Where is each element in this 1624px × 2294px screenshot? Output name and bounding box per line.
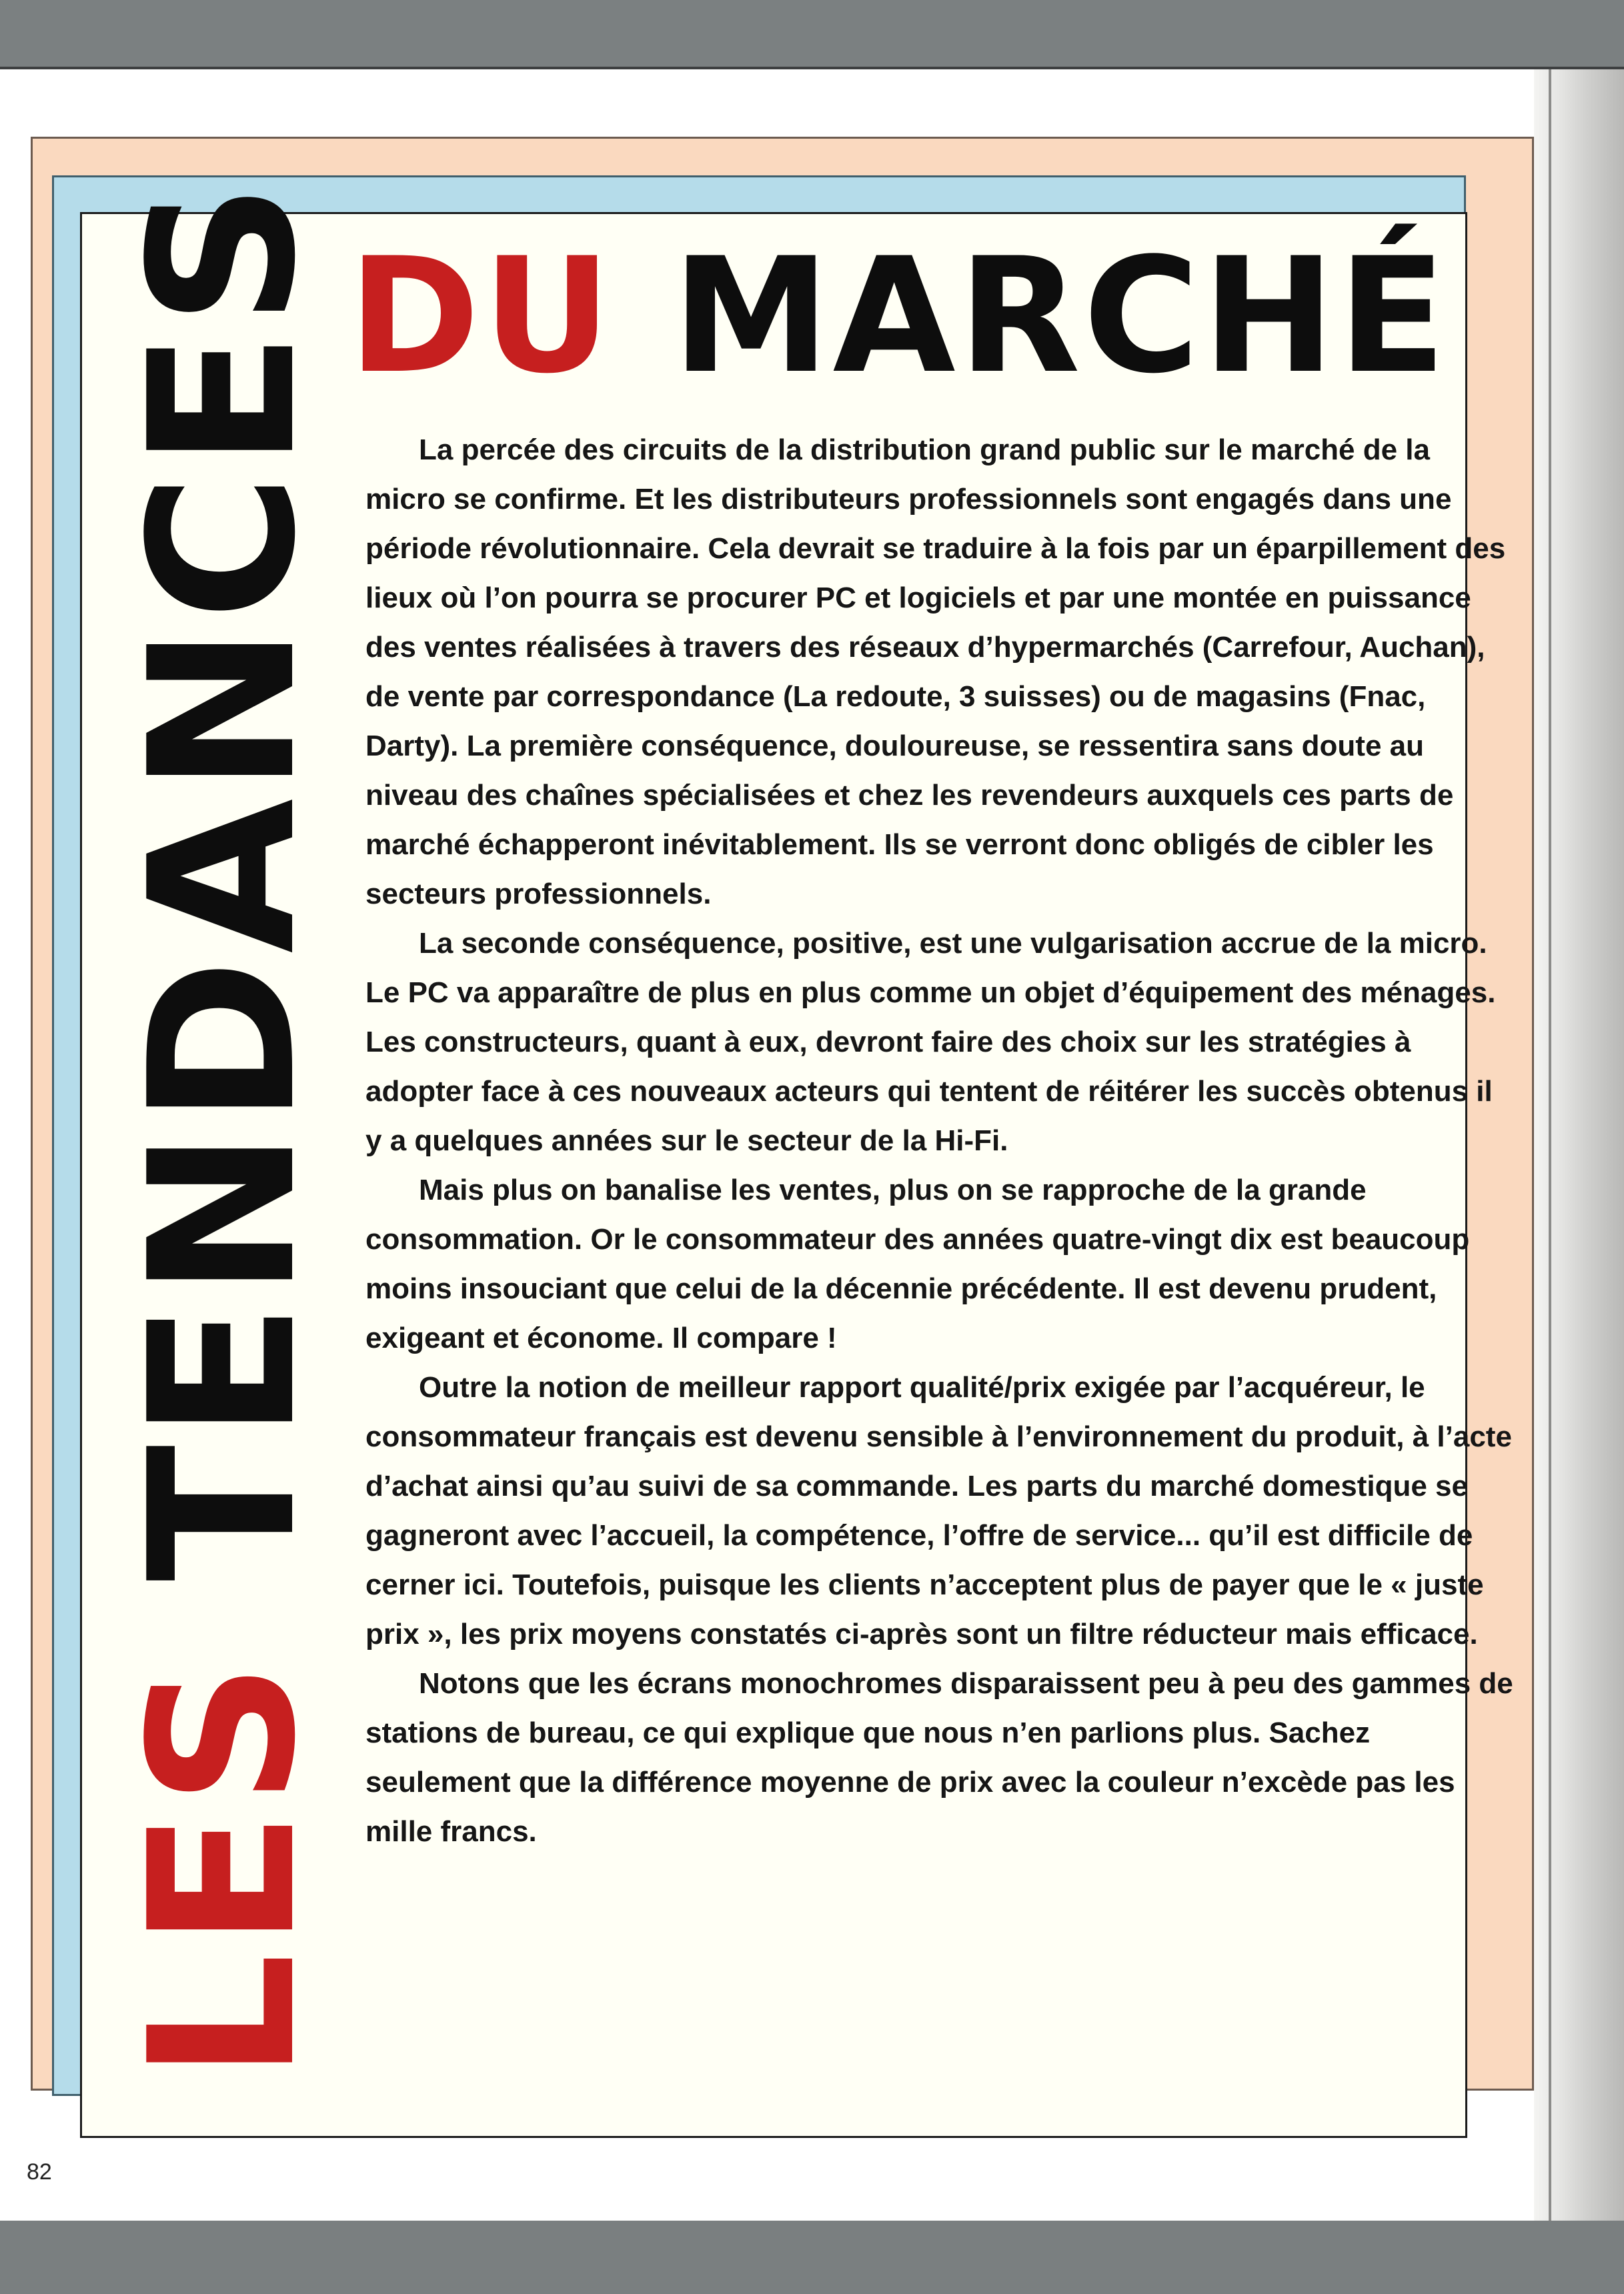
scan-bottom-border xyxy=(0,2221,1624,2294)
page-number: 82 xyxy=(27,2159,52,2185)
headline xyxy=(348,224,1509,409)
paragraph-4: Outre la notion de meilleur rapport qualité/prix exigée par l’acquéreur, le consommateur français est devenu sensible à l’environnement du produit, à l’acte d’achat ainsi qu’au suivi de sa commande. Les parts du marché domestique se gagneront avec l’accueil, la compétence, l’offre de service... qu’il est difficile de cerner ici. Toutefois, puisque les clients n’acceptent plus de payer que le « juste prix », les prix moyens constatés ci-après sont un filtre réducteur mais efficace. xyxy=(365,1371,1512,1650)
article-body xyxy=(365,425,1516,1857)
title-word-tendances: TENDANCES xyxy=(107,177,339,1582)
title-word-les: LES xyxy=(107,1656,339,2081)
paragraph-1: La percée des circuits de la distribution grand public sur le marché de la micro se confirme. Et les distributeurs professionnels sont engagés dans une période révolutionnaire. Cela devrait se traduire à la fois par un éparpillement des lieux où l’on pourra se procurer PC et logiciels et par une montée en puissance des ventes réalisées à travers des réseaux d’hypermarchés (Carrefour, Auchan), de vente par correspondance (La redoute, 3 suisses) ou de magasins (Fnac, Darty). La première conséquence, douloureuse, se ressentira sans doute au niveau des chaînes spécialisées et chez les revendeurs auxquels ces parts de marché échapperont inévitablement. Ils se verront donc obligés de cibler les secteurs professionnels. xyxy=(365,433,1506,910)
scan-top-border xyxy=(0,0,1624,67)
paragraph-5: Notons que les écrans monochromes disparaissent peu à peu des gammes de stations de bureau, ce qui explique que nous n’en parlions plus. Sachez seulement que la différence moyenne de prix avec la couleur n’excède pas les mille francs. xyxy=(365,1667,1513,1848)
paragraph-3: Mais plus on banalise les ventes, plus on se rapproche de la grande consommation. Or le consommateur des années quatre-vingt dix est beaucoup moins insouciant que celui de la décennie précédente. Il est devenu prudent, exigeant et économe. Il compare ! xyxy=(365,1174,1470,1354)
headline-word-marche: MARCHÉ xyxy=(672,224,1449,409)
page-right-edge xyxy=(1534,69,1624,2221)
page-fold-line xyxy=(1549,69,1551,2221)
paragraph-2: La seconde conséquence, positive, est une vulgarisation accrue de la micro. Le PC va apparaître de plus en plus comme un objet d’équipement des ménages. Les constructeurs, quant à eux, devront faire des choix sur les stratégies à adopter face à ces nouveaux acteurs qui tentent de réitérer les succès obtenus il y a quelques années sur le secteur de la Hi-Fi. xyxy=(365,927,1496,1157)
headline-word-du: DU xyxy=(348,224,614,409)
scan-top-edge xyxy=(0,67,1624,69)
vertical-title xyxy=(107,177,339,2081)
